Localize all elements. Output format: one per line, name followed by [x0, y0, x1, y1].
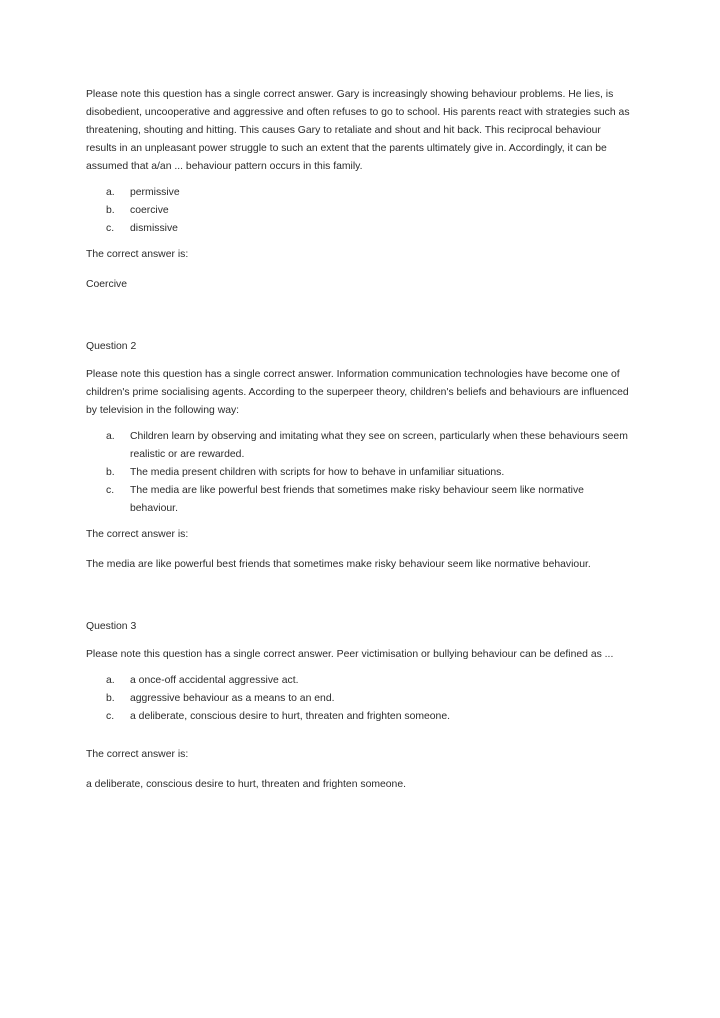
option-letter: a.	[106, 431, 115, 442]
option-text: The media are like powerful best friends that sometimes make risky behaviour seem like normative behaviour.	[130, 485, 584, 514]
option-item	[86, 202, 634, 220]
question-2-options	[86, 428, 634, 518]
option-text: coercive	[130, 205, 169, 216]
answer-label: The correct answer is:	[86, 749, 189, 760]
question-title: Question 2	[86, 341, 137, 352]
question-title: Question 3	[86, 621, 137, 632]
option-item	[86, 220, 634, 238]
option-text: a once-off accidental aggressive act.	[130, 675, 299, 686]
option-text: The media present children with scripts for how to behave in unfamiliar situations.	[130, 467, 505, 478]
question-3	[86, 618, 634, 794]
option-item	[86, 464, 634, 482]
option-text: permissive	[130, 187, 180, 198]
correct-answer: a deliberate, conscious desire to hurt, threaten and frighten someone.	[86, 779, 406, 790]
option-letter: b.	[106, 467, 115, 478]
option-letter: c.	[106, 485, 115, 496]
question-2	[86, 338, 634, 574]
spacer	[86, 734, 634, 746]
option-text: aggressive behaviour as a means to an end.	[130, 693, 335, 704]
question-3-text: Please note this question has a single correct answer. Peer victimisation or bullying behaviour can be defined as ...	[86, 649, 614, 660]
option-letter: b.	[106, 205, 115, 216]
option-letter: c.	[106, 223, 115, 234]
option-item	[86, 672, 634, 690]
option-item	[86, 708, 634, 726]
option-item	[86, 690, 634, 708]
option-item	[86, 482, 634, 518]
option-item	[86, 428, 634, 464]
question-3-options	[86, 672, 634, 726]
option-letter: a.	[106, 675, 115, 686]
option-letter: b.	[106, 693, 115, 704]
correct-answer: Coercive	[86, 279, 127, 290]
answer-label: The correct answer is:	[86, 529, 189, 540]
option-text: Children learn by observing and imitating what they see on screen, particularly when these behaviours seem realistic or are rewarded.	[130, 431, 628, 460]
option-text: a deliberate, conscious desire to hurt, threaten and frighten someone.	[130, 711, 450, 722]
answer-label: The correct answer is:	[86, 249, 189, 260]
option-letter: c.	[106, 711, 115, 722]
question-1-text: Please note this question has a single correct answer. Gary is increasingly showing behaviour problems. He lies, is disobedient, uncooperative and aggressive and often refuses to go to school. His parents react with strategies such as threatening, shouting and hitting. This causes Gary to retaliate and shout and hit back. This reciprocal behaviour results in an unpleasant power struggle to such an extent that the parents ultimately give in. Accordingly, it can be assumed that a/an ... behaviour pattern occurs in this family.	[86, 89, 630, 172]
option-letter: a.	[106, 187, 115, 198]
question-1-options	[86, 184, 634, 238]
option-item	[86, 184, 634, 202]
correct-answer: The media are like powerful best friends that sometimes make risky behaviour seem like normative behaviour.	[86, 559, 591, 570]
question-1	[86, 86, 634, 294]
question-2-text: Please note this question has a single correct answer. Information communication technologies have become one of children's prime socialising agents. According to the superpeer theory, children's beliefs and behaviours are influenced by television in the following way:	[86, 369, 629, 416]
option-text: dismissive	[130, 223, 178, 234]
